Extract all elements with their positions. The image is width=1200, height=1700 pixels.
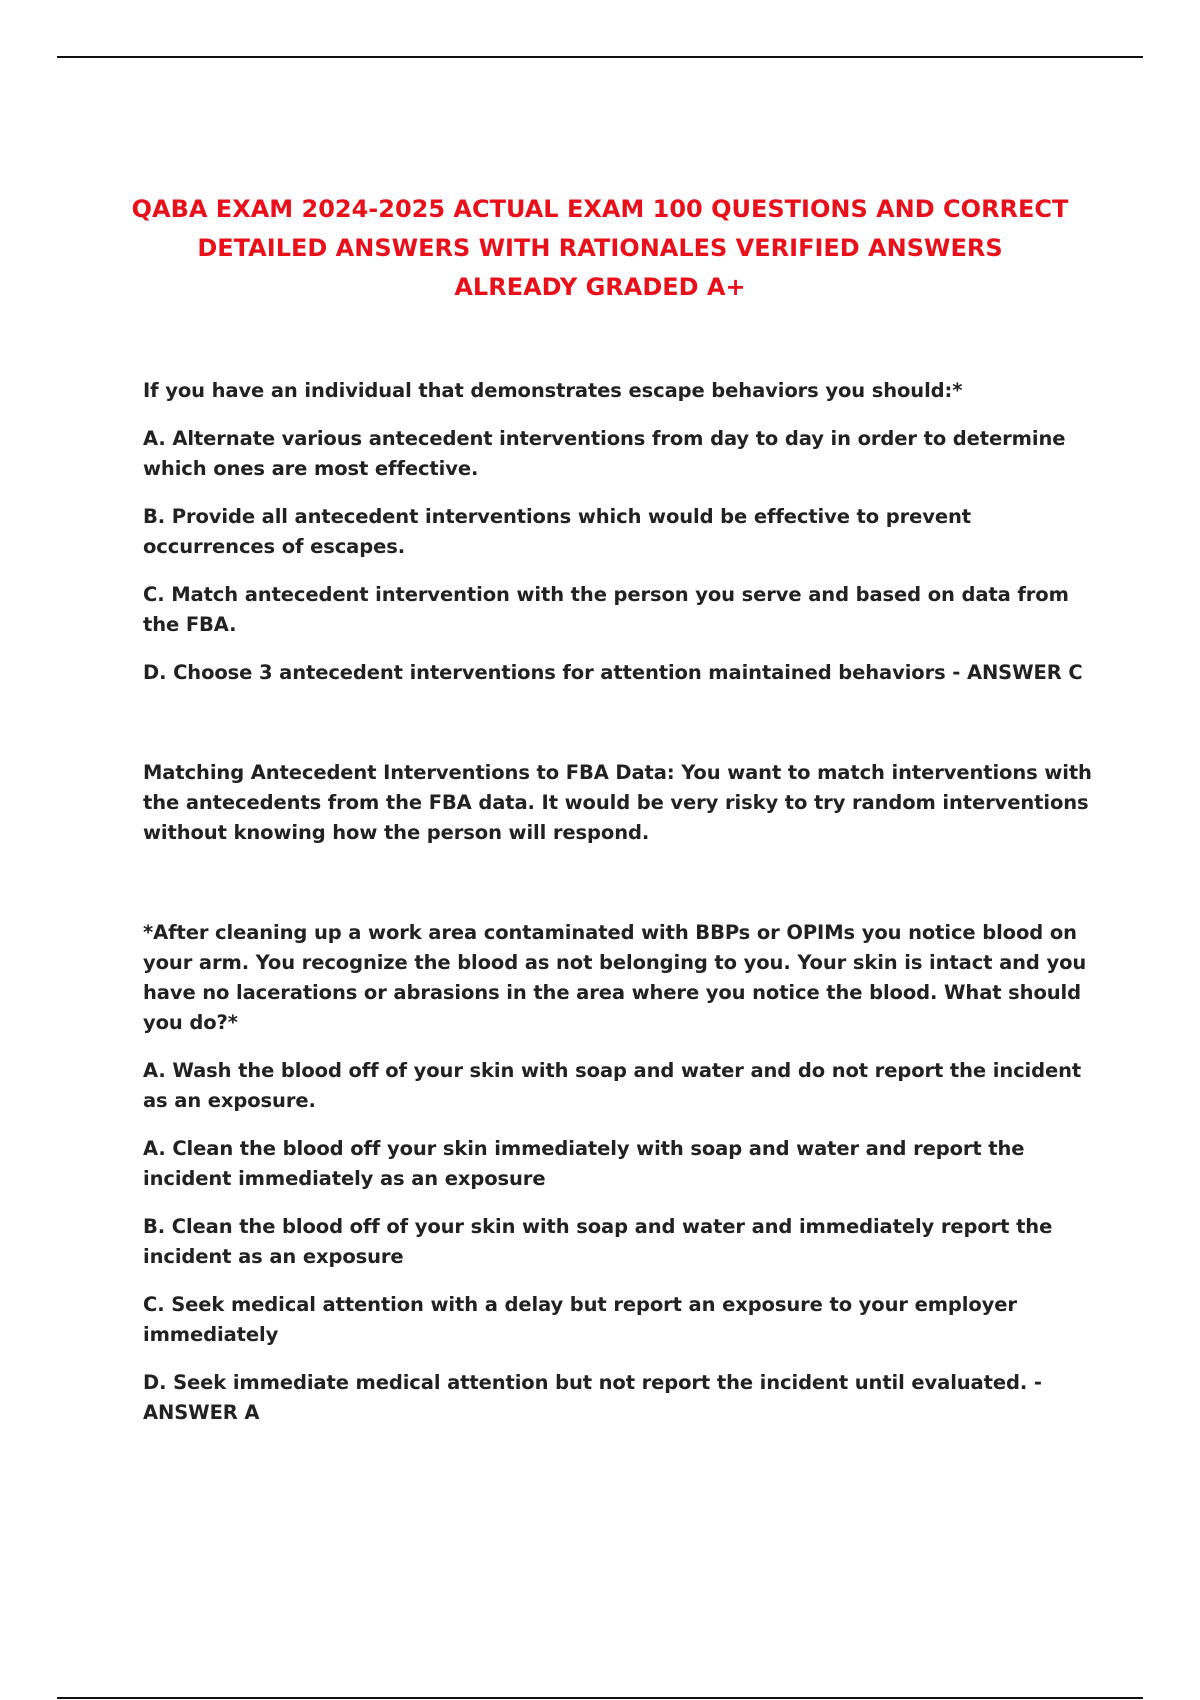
question-2-option-a2: A. Clean the blood off your skin immediately with soap and water and report the incident immediately as an exposure bbox=[143, 1137, 1025, 1190]
spacer bbox=[143, 706, 1103, 758]
title-line-3: ALREADY GRADED A+ bbox=[454, 273, 746, 301]
question-2-option-a1: A. Wash the blood off of your skin with soap and water and do not report the incident as an exposure. bbox=[143, 1059, 1082, 1112]
question-1-option-d: D. Choose 3 antecedent interventions for attention maintained behaviors - ANSWER C bbox=[143, 661, 1083, 684]
title-line-2: DETAILED ANSWERS WITH RATIONALES VERIFIED ANSWERS bbox=[197, 234, 1003, 262]
question-1-option-a: A. Alternate various antecedent interventions from day to day in order to determine which ones are most effective. bbox=[143, 427, 1066, 480]
rationale-1: Matching Antecedent Interventions to FBA Data: You want to match interventions with the antecedents from the FBA data. It would be very risky to try random interventions without knowing how the person will respond. bbox=[143, 761, 1092, 844]
title-line-1: QABA EXAM 2024-2025 ACTUAL EXAM 100 QUESTIONS AND CORRECT bbox=[131, 195, 1069, 223]
document-body bbox=[143, 376, 1103, 1446]
question-2-stem: *After cleaning up a work area contaminated with BBPs or OPIMs you notice blood on your arm. You recognize the blood as not belonging to you. Your skin is intact and you have no lacerations or abrasions in the area where you notice the blood. What should you do?* bbox=[143, 921, 1087, 1034]
question-1-stem: If you have an individual that demonstrates escape behaviors you should:* bbox=[143, 379, 963, 402]
top-rule bbox=[57, 56, 1143, 58]
question-1-option-c: C. Match antecedent intervention with the person you serve and based on data from the FBA. bbox=[143, 583, 1069, 636]
question-2-option-b: B. Clean the blood off of your skin with soap and water and immediately report the incident as an exposure bbox=[143, 1215, 1053, 1268]
question-2-option-c: C. Seek medical attention with a delay but report an exposure to your employer immediately bbox=[143, 1293, 1017, 1346]
spacer bbox=[143, 866, 1103, 918]
question-2-option-d: D. Seek immediate medical attention but not report the incident until evaluated. - ANSWER A bbox=[143, 1371, 1042, 1424]
document-title bbox=[100, 190, 1100, 307]
question-1-option-b: B. Provide all antecedent interventions which would be effective to prevent occurrences of escapes. bbox=[143, 505, 971, 558]
bottom-rule bbox=[57, 1697, 1143, 1699]
